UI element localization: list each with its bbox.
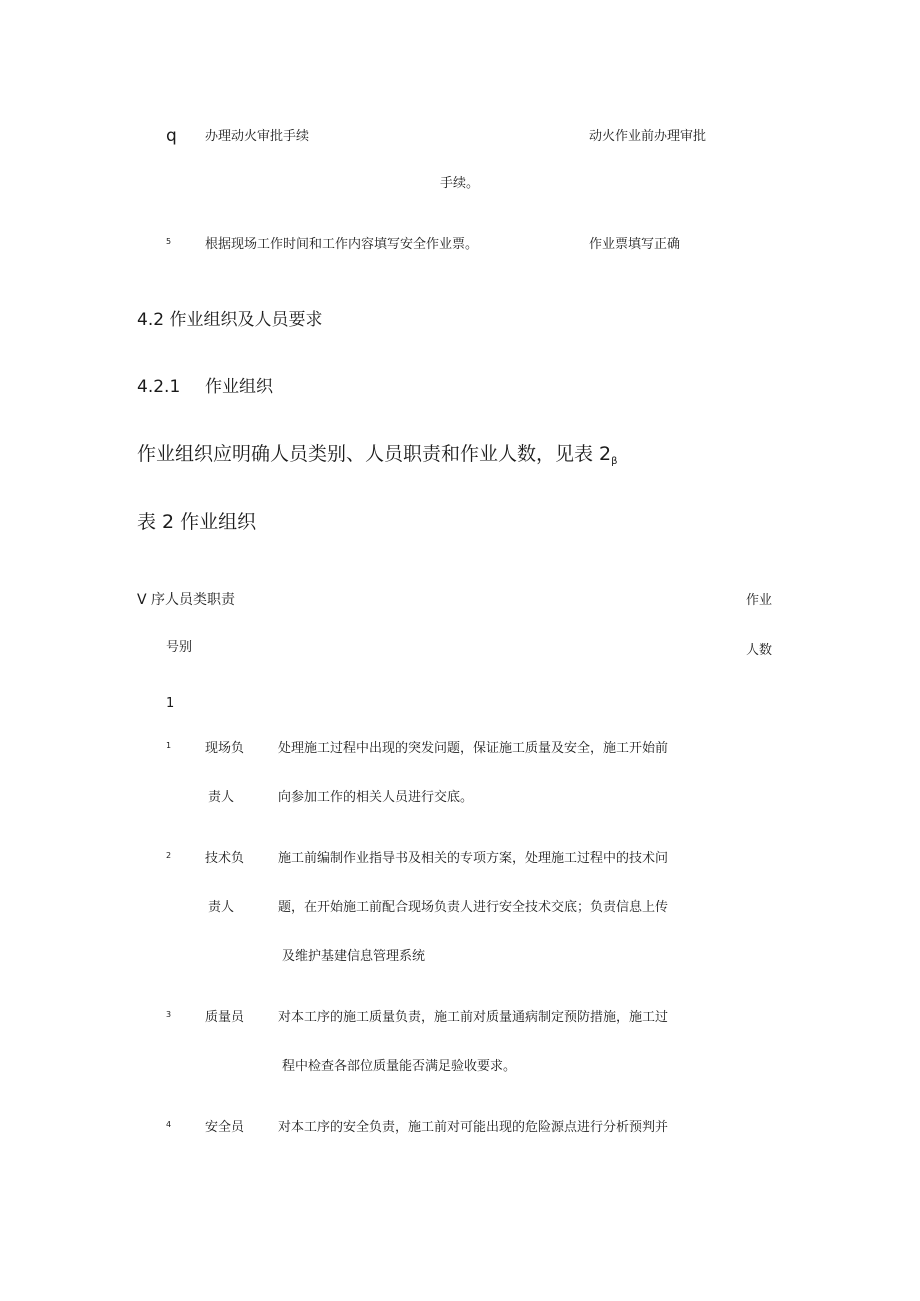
row-marker: q bbox=[166, 126, 177, 146]
section-number-4-2-1: 4.2.1 bbox=[137, 377, 181, 397]
table-row-role-cont: 责人 bbox=[208, 790, 235, 805]
table-row-duty: 程中检查各部位质量能否满足验收要求。 bbox=[282, 1059, 517, 1074]
table-row-duty: 处理施工过程中出现的突发问题，保证施工质量及安全，施工开始前 bbox=[278, 741, 669, 756]
row-standard: 作业票填写正确 bbox=[589, 237, 681, 252]
table-caption: 表 2 作业组织 bbox=[137, 511, 257, 533]
table-header-col1-line2: 号别 bbox=[166, 640, 193, 655]
row-marker: 5 bbox=[166, 237, 172, 246]
table-row-duty: 及维护基建信息管理系统 bbox=[282, 949, 426, 964]
section-title-4-2-1: 作业组织 bbox=[205, 377, 273, 397]
intro-suffix: β bbox=[611, 456, 618, 467]
table-row-role: 技术负 bbox=[205, 851, 245, 866]
table-row-duty: 对本工序的安全负责，施工前对可能出现的危险源点进行分析预判并 bbox=[278, 1120, 669, 1135]
table-row-number: 3 bbox=[166, 1010, 172, 1019]
table-row-number: 4 bbox=[166, 1120, 172, 1129]
table-row-number: 2 bbox=[166, 851, 172, 860]
table-row-duty: 施工前编制作业指导书及相关的专项方案，处理施工过程中的技术问 bbox=[278, 851, 669, 866]
table-header-count-line2: 人数 bbox=[746, 643, 773, 658]
table-row-duty: 题，在开始施工前配合现场负责人进行安全技术交底；负责信息上传 bbox=[278, 900, 669, 915]
section-heading-4-2: 4.2 作业组织及人员要求 bbox=[137, 310, 323, 330]
table-row-role-cont: 责人 bbox=[208, 900, 235, 915]
row-content: 办理动火审批手续 bbox=[205, 129, 310, 144]
table-row-duty: 向参加工作的相关人员进行交底。 bbox=[278, 790, 474, 805]
table-header-count: 作业 bbox=[746, 593, 773, 608]
table-header-number: 1 bbox=[166, 696, 175, 711]
table-header-col1: V 序人员类职责 bbox=[137, 592, 236, 608]
row-standard-cont: 手续。 bbox=[440, 176, 480, 191]
row-content: 根据现场工作时间和工作内容填写安全作业票。 bbox=[205, 237, 479, 252]
intro-text: 作业组织应明确人员类别、人员职责和作业人数，见表 2 bbox=[137, 443, 612, 465]
table-row-role: 质量员 bbox=[205, 1010, 245, 1025]
table-row-number: 1 bbox=[166, 741, 172, 750]
row-standard: 动火作业前办理审批 bbox=[589, 129, 707, 144]
table-row-role: 现场负 bbox=[205, 741, 245, 756]
intro-paragraph bbox=[137, 445, 618, 467]
table-row-duty: 对本工序的施工质量负责，施工前对质量通病制定预防措施，施工过 bbox=[278, 1010, 669, 1025]
table-row-role: 安全员 bbox=[205, 1120, 245, 1135]
